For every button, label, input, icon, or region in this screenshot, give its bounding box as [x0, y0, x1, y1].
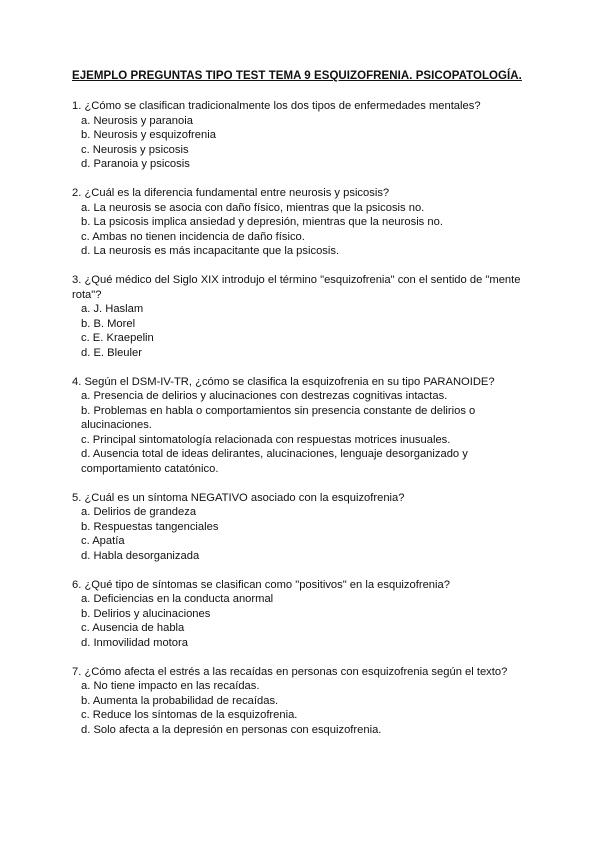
- option-d: d. E. Bleuler: [81, 346, 142, 359]
- question-7: [72, 665, 542, 738]
- question-1: [72, 99, 542, 172]
- document-title: EJEMPLO PREGUNTAS TIPO TEST TEMA 9 ESQUIZOFRENIA. PSICOPATOLOGÍA.: [72, 70, 522, 82]
- option-a: a. No tiene impacto en las recaídas.: [81, 680, 260, 693]
- option-d: d. Inmovilidad motora: [81, 637, 188, 649]
- question-stem: 7. ¿Cómo afecta el estrés a las recaídas en personas con esquizofrenia según el texto?: [72, 665, 508, 678]
- question-stem: 2. ¿Cuál es la diferencia fundamental entre neurosis y psicosis?: [72, 186, 390, 199]
- option-c: c. Principal sintomatología relacionada con respuestas motrices inusuales.: [81, 433, 451, 446]
- question-list: [72, 99, 542, 752]
- question-2: [72, 186, 542, 259]
- question-stem: 3. ¿Qué médico del Siglo XIX introdujo el término "esquizofrenia" con el sentido de "mente rota"?: [72, 273, 521, 301]
- question-stem: 1. ¿Cómo se clasifican tradicionalmente los dos tipos de enfermedades mentales?: [72, 100, 481, 112]
- question-6: [72, 578, 542, 651]
- option-c: c. Ausencia de habla: [81, 622, 185, 635]
- option-a: a. J. Haslam: [81, 303, 144, 316]
- option-a: a. La neurosis se asocia con daño físico, mientras que la psicosis no.: [81, 201, 425, 214]
- question-stem: 4. Según el DSM-IV-TR, ¿cómo se clasifica la esquizofrenia en su tipo PARANOIDE?: [72, 375, 495, 388]
- option-b: b. Problemas en habla o comportamientos sin presencia constante de delirios o alucinaciones.: [81, 404, 476, 432]
- question-3: [72, 273, 542, 361]
- option-a: a. Neurosis y paranoia: [81, 114, 193, 127]
- option-c: c. Apatía: [81, 535, 125, 548]
- option-b: b. Neurosis y esquizofrenia: [81, 129, 216, 142]
- option-b: b. Aumenta la probabilidad de recaídas.: [81, 694, 279, 707]
- option-b: b. La psicosis implica ansiedad y depresión, mientras que la neurosis no.: [81, 216, 443, 229]
- option-c: c. Neurosis y psicosis: [81, 143, 189, 156]
- option-c: c. Reduce los síntomas de la esquizofrenia.: [81, 709, 298, 722]
- question-stem: 5. ¿Cuál es un síntoma NEGATIVO asociado con la esquizofrenia?: [72, 491, 405, 504]
- question-5: [72, 491, 542, 564]
- option-b: b. Respuestas tangenciales: [81, 520, 219, 533]
- question-stem: 6. ¿Qué tipo de síntomas se clasifican como "positivos" en la esquizofrenia?: [72, 578, 450, 591]
- option-b: b. Delirios y alucinaciones: [81, 607, 211, 620]
- option-d: d. Habla desorganizada: [81, 550, 200, 563]
- option-a: a. Deficiencias en la conducta anormal: [81, 593, 274, 606]
- option-d: d. Paranoia y psicosis: [81, 158, 190, 171]
- option-a: a. Presencia de delirios y alucinaciones con destrezas cognitivas intactas.: [81, 390, 448, 403]
- question-4: [72, 375, 542, 477]
- option-d: d. La neurosis es más incapacitante que la psicosis.: [81, 245, 340, 258]
- option-c: c. Ambas no tienen incidencia de daño físico.: [81, 230, 305, 243]
- option-a: a. Delirios de grandeza: [81, 506, 197, 519]
- option-b: b. B. Morel: [81, 317, 136, 330]
- option-d: d. Solo afecta a la depresión en personas con esquizofrenia.: [81, 723, 382, 736]
- option-d: d. Ausencia total de ideas delirantes, alucinaciones, lenguaje desorganizado y comportamiento catatónico.: [81, 448, 468, 476]
- option-c: c. E. Kraepelin: [81, 332, 154, 345]
